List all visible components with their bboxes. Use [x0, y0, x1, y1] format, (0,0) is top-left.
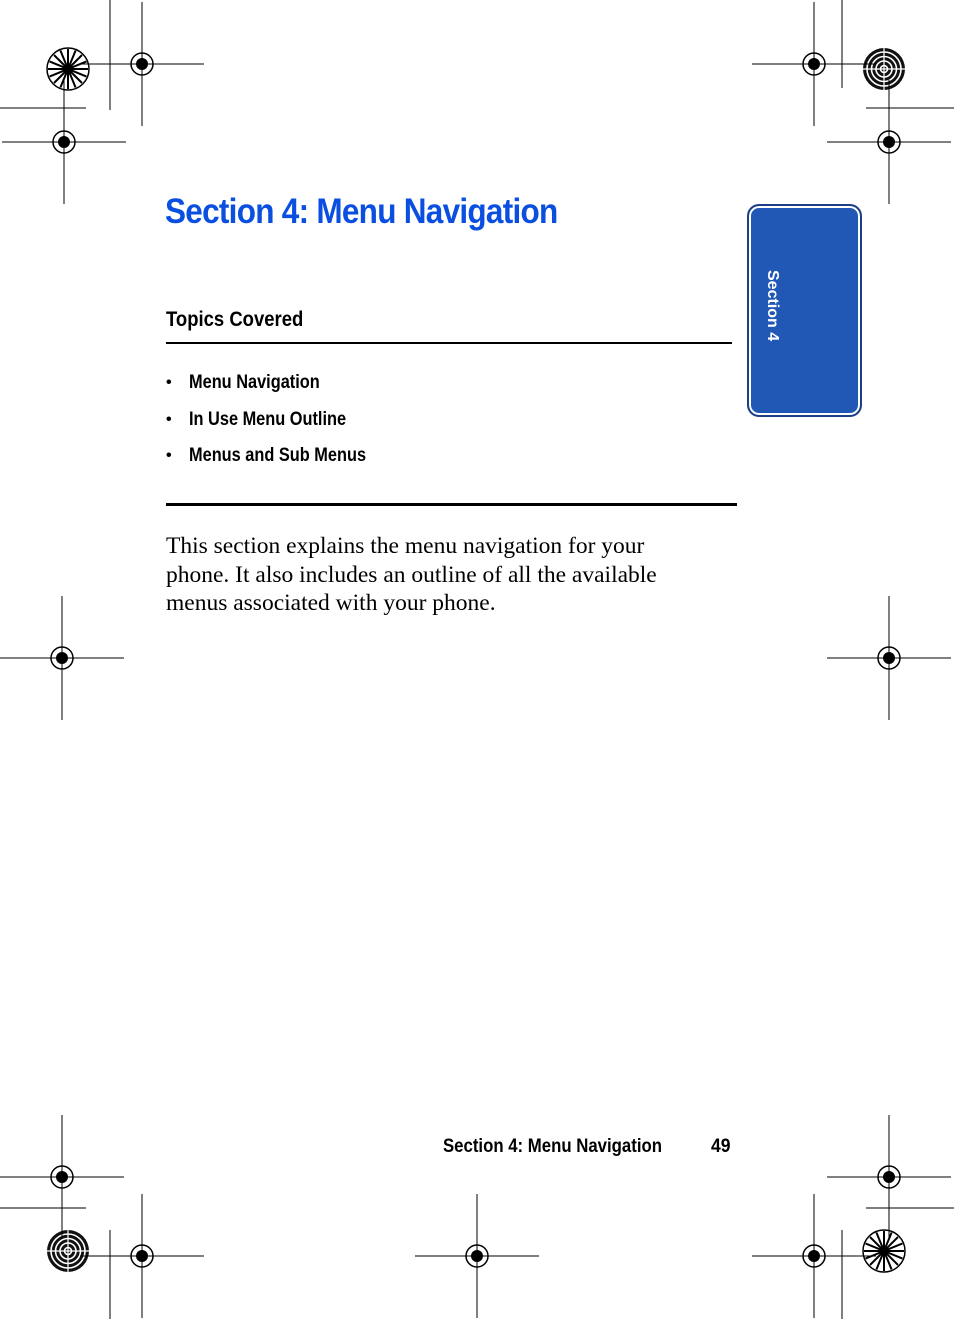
bullet-icon: •	[166, 410, 172, 428]
topics-end-divider	[166, 503, 737, 506]
page-title: Section 4: Menu Navigation	[165, 192, 558, 231]
list-item: • Menu Navigation	[166, 370, 395, 407]
section-tab-label: Section 4	[764, 270, 781, 342]
intro-line: phone. It also includes an outline of all the available	[166, 561, 657, 588]
list-item: • In Use Menu Outline	[166, 407, 395, 444]
page-number: 49	[711, 1135, 731, 1157]
topics-list	[166, 370, 395, 480]
intro-paragraph	[166, 532, 726, 618]
intro-line: This section explains the menu navigation for your	[166, 533, 645, 559]
list-item: • Menus and Sub Menus	[166, 443, 395, 480]
topics-heading: Topics Covered	[166, 308, 304, 331]
intro-line: menus associated with your phone.	[166, 590, 496, 617]
bullet-icon: •	[166, 374, 172, 391]
bullet-icon: •	[166, 447, 172, 464]
topics-divider	[166, 342, 732, 344]
footer-title: Section 4: Menu Navigation	[443, 1135, 662, 1157]
